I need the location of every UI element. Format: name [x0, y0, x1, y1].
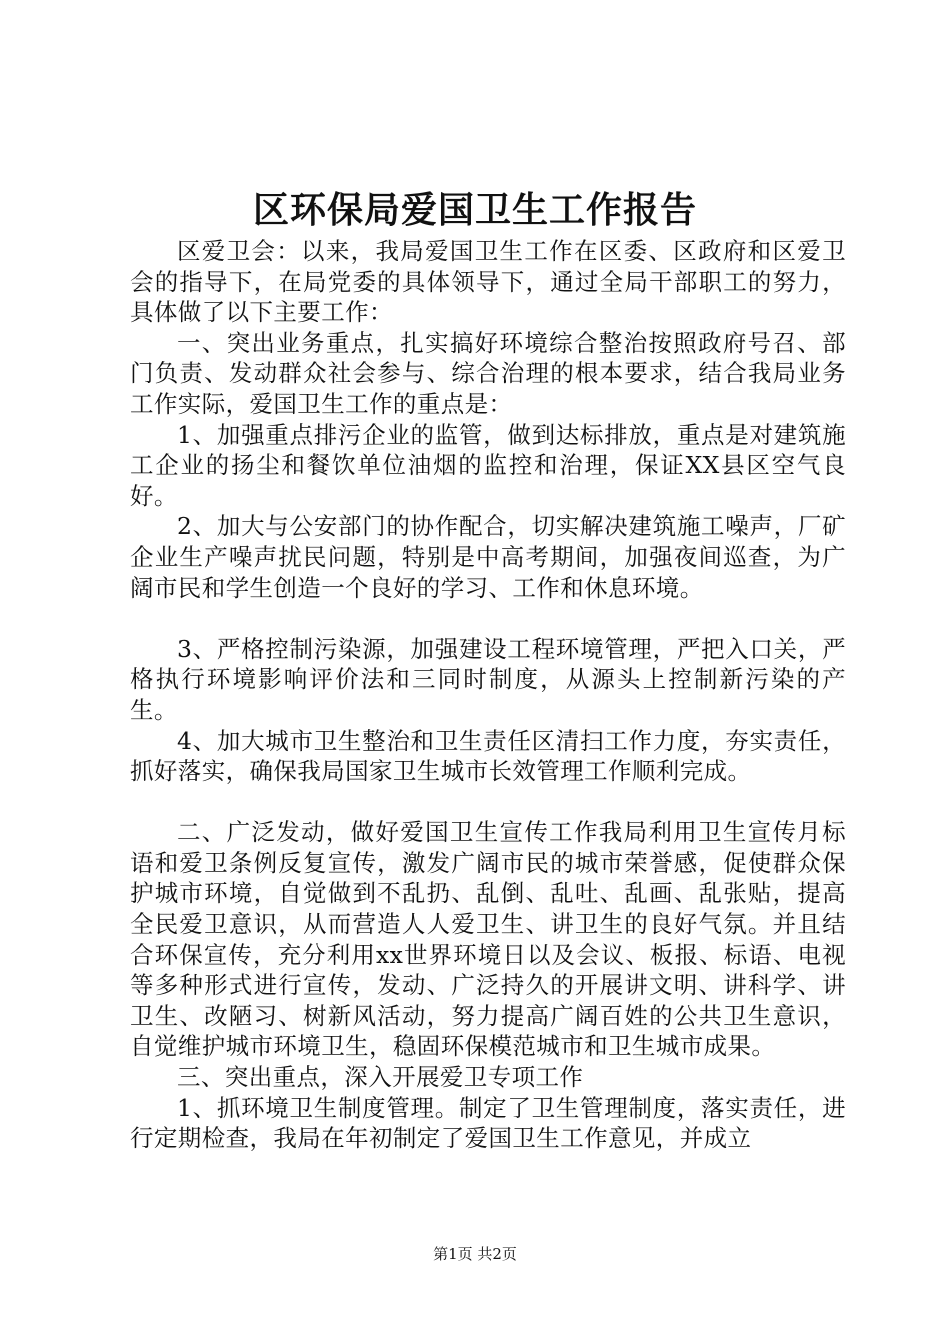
paragraph-section-3-item-1: 1、抓环境卫生制度管理。制定了卫生管理制度，落实责任，进行定期检查，我局在年初制定了爱国卫生工作意见，并成立 — [130, 1093, 846, 1153]
paragraph-spacer — [130, 787, 846, 818]
paragraph-item-1: 1、加强重点排污企业的监管，做到达标排放，重点是对建筑施工企业的扬尘和餐饮单位油烟的监控和治理，保证XX县区空气良好。 — [130, 420, 846, 510]
paragraph-section-1: 一、突出业务重点，扎实搞好环境综合整治按照政府号召、部门负责、发动群众社会参与、综合治理的根本要求，结合我局业务工作实际，爱国卫生工作的重点是： — [130, 328, 846, 418]
document-body — [130, 236, 846, 1154]
paragraph-item-4: 4、加大城市卫生整治和卫生责任区清扫工作力度，夯实责任，抓好落实，确保我局国家卫生城市长效管理工作顺利完成。 — [130, 726, 846, 786]
paragraph-intro: 区爱卫会：以来，我局爱国卫生工作在区委、区政府和区爱卫会的指导下，在局党委的具体领导下，通过全局干部职工的努力，具体做了以下主要工作： — [130, 237, 846, 327]
page-number-footer: 第1页 共2页 — [433, 1245, 517, 1263]
document-title: 区环保局爱国卫生工作报告 — [252, 189, 697, 231]
paragraph-section-2: 二、广泛发动，做好爱国卫生宣传工作我局利用卫生宣传月标语和爱卫条例反复宣传，激发广阔市民的城市荣誉感，促使群众保护城市环境，自觉做到不乱扔、乱倒、乱吐、乱画、乱张贴，提高全民爱卫意识，从而营造人人爱卫生、讲卫生的良好气氛。并且结合环保宣传，充分利用xx世界环境日以及会议、板报、标语、电视等多种形式进行宣传，发动、广泛持久的开展讲文明、讲科学、讲卫生、改陋习、树新风活动，努力提高广阔百姓的公共卫生意识，自觉维护城市环境卫生，稳固环保模范城市和卫生城市成果。 — [130, 818, 846, 1061]
paragraph-spacer — [130, 603, 846, 634]
paragraph-section-3: 三、突出重点，深入开展爱卫专项工作 — [177, 1063, 584, 1092]
paragraph-item-2: 2、加大与公安部门的协作配合，切实解决建筑施工噪声，厂矿企业生产噪声扰民问题，特别是中高考期间，加强夜间巡查，为广阔市民和学生创造一个良好的学习、工作和休息环境。 — [130, 512, 846, 602]
paragraph-item-3: 3、严格控制污染源，加强建设工程环境管理，严把入口关，严格执行环境影响评价法和三同时制度，从源头上控制新污染的产生。 — [130, 634, 846, 724]
